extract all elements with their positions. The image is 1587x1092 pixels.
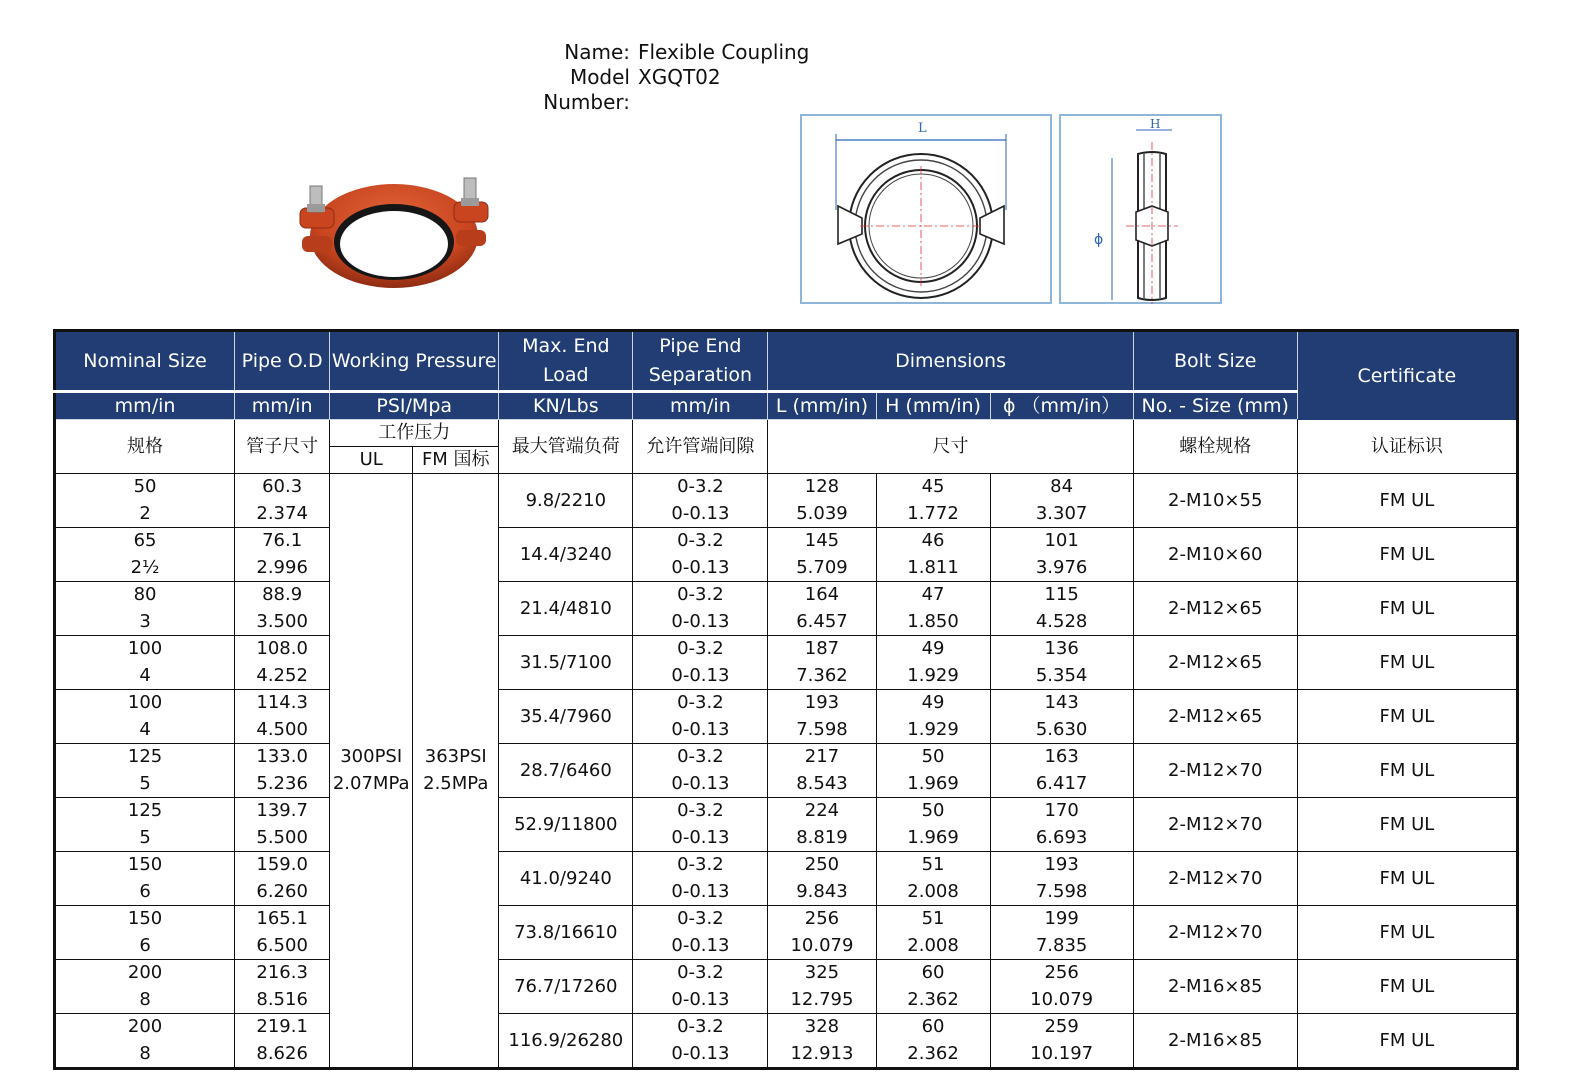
value-line: 6: [139, 880, 151, 902]
dim-h-cell: [876, 852, 990, 906]
header-certificate: Certificate: [1297, 331, 1517, 420]
certificate-cell: FM UL: [1297, 744, 1517, 798]
product-name-row: [488, 40, 809, 65]
value-line: 8: [139, 1042, 151, 1064]
certificate-cell: FM UL: [1297, 636, 1517, 690]
value-line: 9.843: [796, 880, 848, 902]
nominal-size-cell: [55, 906, 235, 960]
value-line: 5.709: [796, 556, 848, 578]
value-line: 3.307: [1035, 502, 1088, 524]
header-pipe-od: Pipe O.D: [235, 331, 330, 392]
value-line: 5: [139, 772, 151, 794]
dim-phi-cell: [990, 690, 1133, 744]
cn-dimensions: 尺寸: [768, 420, 1133, 474]
value-line: 217: [804, 746, 840, 767]
dim-l-cell: [768, 582, 876, 636]
max-end-load-cell: 31.5/7100: [499, 636, 633, 690]
value-line: 1.969: [907, 772, 959, 794]
certificate-cell: FM UL: [1297, 690, 1517, 744]
dim-label-h: H: [1150, 117, 1161, 131]
dim-phi-cell: [990, 852, 1133, 906]
dim-h-cell: [876, 636, 990, 690]
value-line: 4.528: [1035, 610, 1088, 632]
bolt-size-cell: 2-M16×85: [1133, 960, 1297, 1014]
coupling-photo: [296, 170, 492, 292]
dim-l-cell: [768, 798, 876, 852]
value-line: 3.976: [1035, 556, 1088, 578]
value-line: 114.3: [256, 692, 308, 713]
value-line: 0-3.2: [677, 908, 724, 929]
pipe-od-cell: [235, 960, 330, 1014]
value-line: 115: [1044, 584, 1079, 605]
cn-fm: FM 国标: [413, 447, 499, 474]
value-line: 50: [133, 476, 157, 497]
value-line: 2½: [130, 556, 160, 578]
bolt-size-cell: 2-M12×70: [1133, 798, 1297, 852]
technical-drawing: [800, 114, 1224, 306]
unit-dim-h: H (mm/in): [876, 392, 990, 420]
value-line: 80: [133, 584, 157, 605]
dim-h-cell: [876, 1014, 990, 1069]
certificate-cell: FM UL: [1297, 474, 1517, 528]
dim-h-cell: [876, 906, 990, 960]
bolt-size-cell: 2-M12×65: [1133, 690, 1297, 744]
value-line: 125: [127, 746, 163, 767]
value-line: 4: [139, 718, 151, 740]
unit-nominal-size: mm/in: [55, 392, 235, 420]
value-line: 6.693: [1035, 826, 1088, 848]
value-line: 0-0.13: [671, 502, 730, 524]
value-line: 2.008: [907, 934, 959, 956]
value-line: 216.3: [256, 962, 308, 983]
pipe-end-separation-cell: [633, 474, 768, 528]
value-line: 108.0: [256, 638, 308, 659]
table-row: [55, 852, 1518, 906]
value-line: 2.996: [256, 556, 308, 578]
value-line: 0-0.13: [671, 1042, 730, 1064]
dim-phi-cell: [990, 528, 1133, 582]
dim-phi-cell: [990, 798, 1133, 852]
max-end-load-cell: 9.8/2210: [499, 474, 633, 528]
value-line: 1.969: [907, 826, 959, 848]
value-line: 0-3.2: [677, 638, 724, 659]
value-line: 300PSI: [340, 746, 403, 767]
cn-pipe-end-separation: 允许管端间隙: [633, 420, 768, 474]
value-line: 8.516: [256, 988, 308, 1010]
value-line: 101: [1044, 530, 1079, 551]
dim-l-cell: [768, 528, 876, 582]
value-line: 193: [1044, 854, 1079, 875]
value-line: 0-3.2: [677, 1016, 724, 1037]
header-nominal-size: Nominal Size: [55, 331, 235, 392]
max-end-load-cell: 14.4/3240: [499, 528, 633, 582]
value-line: 150: [127, 908, 163, 929]
max-end-load-cell: 28.7/6460: [499, 744, 633, 798]
unit-pipe-od: mm/in: [235, 392, 330, 420]
value-line: 4.500: [256, 718, 308, 740]
value-line: 0-0.13: [671, 772, 730, 794]
dim-h-cell: [876, 474, 990, 528]
fm-pressure-cell: [413, 474, 499, 1069]
value-line: 10.197: [1030, 1042, 1094, 1064]
value-line: 0-0.13: [671, 934, 730, 956]
header-max-end-load: Max. End Load: [499, 331, 633, 392]
dim-h-cell: [876, 690, 990, 744]
value-line: 133.0: [256, 746, 308, 767]
bolt-size-cell: 2-M12×65: [1133, 636, 1297, 690]
pipe-od-cell: [235, 852, 330, 906]
name-label: Name:: [564, 40, 630, 64]
dim-h-cell: [876, 744, 990, 798]
value-line: 224: [804, 800, 840, 821]
dim-phi-cell: [990, 1014, 1133, 1069]
value-line: 49: [921, 692, 945, 713]
unit-bolt-size: No. - Size (mm): [1133, 392, 1297, 420]
nominal-size-cell: [55, 960, 235, 1014]
value-line: 200: [127, 962, 163, 983]
value-line: 163: [1044, 746, 1079, 767]
dim-label-phi: ϕ: [1094, 232, 1104, 248]
value-line: 139.7: [256, 800, 308, 821]
dim-h-cell: [876, 582, 990, 636]
cn-ul: UL: [330, 447, 413, 474]
dim-label-l: L: [918, 121, 927, 136]
pipe-end-separation-cell: [633, 1014, 768, 1069]
value-line: 0-3.2: [677, 692, 724, 713]
pipe-od-cell: [235, 798, 330, 852]
value-line: 1.929: [907, 718, 959, 740]
value-line: 5.630: [1035, 718, 1088, 740]
value-line: 250: [804, 854, 840, 875]
value-line: 0-3.2: [677, 800, 724, 821]
header-working-pressure: Working Pressure: [330, 331, 499, 392]
value-line: 328: [804, 1016, 840, 1037]
dim-phi-cell: [990, 636, 1133, 690]
table-row: [55, 1014, 1518, 1069]
value-line: 0-3.2: [677, 584, 724, 605]
dim-l-cell: [768, 690, 876, 744]
pipe-od-cell: [235, 582, 330, 636]
nominal-size-cell: [55, 528, 235, 582]
table-row: [55, 636, 1518, 690]
unit-dim-l: L (mm/in): [768, 392, 876, 420]
value-line: 60: [921, 1016, 945, 1037]
table-row: [55, 690, 1518, 744]
value-line: 6.457: [796, 610, 848, 632]
value-line: 150: [127, 854, 163, 875]
table-row: [55, 798, 1518, 852]
value-line: 84: [1050, 476, 1074, 497]
cn-certificate: 认证标识: [1297, 420, 1517, 474]
value-line: 88.9: [262, 584, 303, 605]
unit-pipe-end-separation: mm/in: [633, 392, 768, 420]
dim-l-cell: [768, 744, 876, 798]
product-info: [488, 40, 809, 115]
value-line: 50: [921, 800, 945, 821]
cn-pipe-od: 管子尺寸: [235, 420, 330, 474]
value-line: 325: [804, 962, 840, 983]
ul-pressure-cell: [330, 474, 413, 1069]
max-end-load-cell: 76.7/17260: [499, 960, 633, 1014]
value-line: 1.811: [907, 556, 959, 578]
dim-l-cell: [768, 1014, 876, 1069]
nominal-size-cell: [55, 474, 235, 528]
nominal-size-cell: [55, 798, 235, 852]
value-line: 6.260: [256, 880, 308, 902]
value-line: 259: [1044, 1016, 1079, 1037]
value-line: 0-0.13: [671, 988, 730, 1010]
value-line: 0-3.2: [677, 854, 724, 875]
value-line: 100: [127, 692, 163, 713]
dim-phi-cell: [990, 582, 1133, 636]
value-line: 8.543: [796, 772, 848, 794]
value-line: 4: [139, 664, 151, 686]
value-line: 8: [139, 988, 151, 1010]
value-line: 0-3.2: [677, 476, 724, 497]
table-row: [55, 744, 1518, 798]
value-line: 49: [921, 638, 945, 659]
value-line: 0-0.13: [671, 610, 730, 632]
certificate-cell: FM UL: [1297, 582, 1517, 636]
bolt-size-cell: 2-M10×60: [1133, 528, 1297, 582]
spec-table: [53, 329, 1519, 1070]
value-line: 8.626: [256, 1042, 308, 1064]
value-line: 1.850: [907, 610, 959, 632]
nominal-size-cell: [55, 582, 235, 636]
model-value: XGQT02: [638, 65, 721, 89]
header-dimensions: Dimensions: [768, 331, 1133, 392]
cn-nominal-size: 规格: [55, 420, 235, 474]
pipe-end-separation-cell: [633, 690, 768, 744]
max-end-load-cell: 41.0/9240: [499, 852, 633, 906]
value-line: 7.598: [1035, 880, 1088, 902]
value-line: 4.252: [256, 664, 308, 686]
dim-l-cell: [768, 906, 876, 960]
value-line: 0-0.13: [671, 556, 730, 578]
pipe-od-cell: [235, 906, 330, 960]
table-row: [55, 582, 1518, 636]
value-line: 2.374: [256, 502, 308, 524]
value-line: 0-3.2: [677, 530, 724, 551]
model-label: Model Number:: [543, 65, 630, 114]
table-row: [55, 906, 1518, 960]
unit-max-end-load: KN/Lbs: [499, 392, 633, 420]
certificate-cell: FM UL: [1297, 798, 1517, 852]
value-line: 2.362: [907, 1042, 959, 1064]
pipe-od-cell: [235, 1014, 330, 1069]
pipe-end-separation-cell: [633, 636, 768, 690]
value-line: 187: [804, 638, 840, 659]
value-line: 363PSI: [424, 746, 487, 767]
dim-h-cell: [876, 798, 990, 852]
value-line: 165.1: [256, 908, 308, 929]
pipe-od-cell: [235, 528, 330, 582]
value-line: 128: [804, 476, 840, 497]
value-line: 65: [133, 530, 157, 551]
value-line: 1.929: [907, 664, 959, 686]
bolt-size-cell: 2-M12×70: [1133, 852, 1297, 906]
dim-phi-cell: [990, 744, 1133, 798]
bolt-size-cell: 2-M10×55: [1133, 474, 1297, 528]
value-line: 159.0: [256, 854, 308, 875]
value-line: 2.07MPa: [332, 772, 410, 794]
value-line: 0-0.13: [671, 664, 730, 686]
nominal-size-cell: [55, 744, 235, 798]
max-end-load-cell: 116.9/26280: [499, 1014, 633, 1069]
value-line: 256: [804, 908, 840, 929]
nominal-size-cell: [55, 690, 235, 744]
pipe-end-separation-cell: [633, 528, 768, 582]
pipe-od-cell: [235, 636, 330, 690]
max-end-load-cell: 21.4/4810: [499, 582, 633, 636]
value-line: 0-3.2: [677, 746, 724, 767]
bolt-size-cell: 2-M16×85: [1133, 1014, 1297, 1069]
cn-working-pressure: 工作压力: [330, 420, 499, 447]
value-line: 200: [127, 1016, 163, 1037]
value-line: 5.236: [256, 772, 308, 794]
table-row: [55, 474, 1518, 528]
dim-phi-cell: [990, 960, 1133, 1014]
pipe-end-separation-cell: [633, 582, 768, 636]
dim-h-cell: [876, 960, 990, 1014]
value-line: 60: [921, 962, 945, 983]
value-line: 5.500: [256, 826, 308, 848]
table-row: [55, 528, 1518, 582]
value-line: 51: [921, 908, 945, 929]
value-line: 145: [804, 530, 840, 551]
value-line: 10.079: [790, 934, 854, 956]
dim-phi-cell: [990, 474, 1133, 528]
value-line: 100: [127, 638, 163, 659]
value-line: 8.819: [796, 826, 848, 848]
certificate-cell: FM UL: [1297, 960, 1517, 1014]
pipe-od-cell: [235, 744, 330, 798]
value-line: 256: [1044, 962, 1079, 983]
value-line: 0-3.2: [677, 962, 724, 983]
value-line: 5.354: [1035, 664, 1088, 686]
header-pipe-end-separation: Pipe End Separation: [633, 331, 768, 392]
value-line: 1.772: [907, 502, 959, 524]
value-line: 3.500: [256, 610, 308, 632]
dim-l-cell: [768, 474, 876, 528]
nominal-size-cell: [55, 852, 235, 906]
dim-h-cell: [876, 528, 990, 582]
dim-l-cell: [768, 960, 876, 1014]
value-line: 6.417: [1035, 772, 1088, 794]
model-number-row: [488, 65, 809, 115]
value-line: 51: [921, 854, 945, 875]
value-line: 47: [921, 584, 945, 605]
nominal-size-cell: [55, 1014, 235, 1069]
unit-dim-phi: ϕ （mm/in）: [990, 392, 1133, 420]
pipe-od-cell: [235, 474, 330, 528]
value-line: 7.598: [796, 718, 848, 740]
unit-working-pressure: PSI/Mpa: [330, 392, 499, 420]
value-line: 76.1: [262, 530, 303, 551]
pipe-end-separation-cell: [633, 852, 768, 906]
pipe-od-cell: [235, 690, 330, 744]
max-end-load-cell: 73.8/16610: [499, 906, 633, 960]
value-line: 136: [1044, 638, 1079, 659]
value-line: 219.1: [256, 1016, 308, 1037]
bolt-size-cell: 2-M12×65: [1133, 582, 1297, 636]
pipe-end-separation-cell: [633, 798, 768, 852]
certificate-cell: FM UL: [1297, 528, 1517, 582]
value-line: 6.500: [256, 934, 308, 956]
bolt-size-cell: 2-M12×70: [1133, 906, 1297, 960]
value-line: 2: [139, 502, 151, 524]
dim-phi-cell: [990, 906, 1133, 960]
certificate-cell: FM UL: [1297, 1014, 1517, 1069]
value-line: 164: [804, 584, 840, 605]
value-line: 10.079: [1030, 988, 1094, 1010]
value-line: 50: [921, 746, 945, 767]
value-line: 45: [921, 476, 945, 497]
pipe-end-separation-cell: [633, 960, 768, 1014]
value-line: 2.008: [907, 880, 959, 902]
value-line: 0-0.13: [671, 826, 730, 848]
value-line: 199: [1044, 908, 1079, 929]
certificate-cell: FM UL: [1297, 852, 1517, 906]
value-line: 5.039: [796, 502, 848, 524]
value-line: 2.5MPa: [423, 772, 489, 794]
certificate-cell: FM UL: [1297, 906, 1517, 960]
max-end-load-cell: 52.9/11800: [499, 798, 633, 852]
max-end-load-cell: 35.4/7960: [499, 690, 633, 744]
value-line: 170: [1044, 800, 1079, 821]
pipe-end-separation-cell: [633, 906, 768, 960]
value-line: 5: [139, 826, 151, 848]
value-line: 0-0.13: [671, 718, 730, 740]
nominal-size-cell: [55, 636, 235, 690]
value-line: 12.913: [790, 1042, 854, 1064]
bolt-size-cell: 2-M12×70: [1133, 744, 1297, 798]
cn-max-end-load: 最大管端负荷: [499, 420, 633, 474]
name-value: Flexible Coupling: [638, 40, 810, 64]
value-line: 7.835: [1035, 934, 1088, 956]
value-line: 0-0.13: [671, 880, 730, 902]
header-bolt-size: Bolt Size: [1133, 331, 1297, 392]
cn-bolt-size: 螺栓规格: [1133, 420, 1297, 474]
dim-l-cell: [768, 852, 876, 906]
value-line: 2.362: [907, 988, 959, 1010]
value-line: 7.362: [796, 664, 848, 686]
value-line: 6: [139, 934, 151, 956]
pipe-end-separation-cell: [633, 744, 768, 798]
table-row: [55, 960, 1518, 1014]
value-line: 125: [127, 800, 163, 821]
value-line: 3: [139, 610, 151, 632]
value-line: 60.3: [262, 476, 303, 497]
dim-l-cell: [768, 636, 876, 690]
value-line: 12.795: [790, 988, 854, 1010]
value-line: 46: [921, 530, 945, 551]
value-line: 143: [1044, 692, 1079, 713]
value-line: 193: [804, 692, 840, 713]
